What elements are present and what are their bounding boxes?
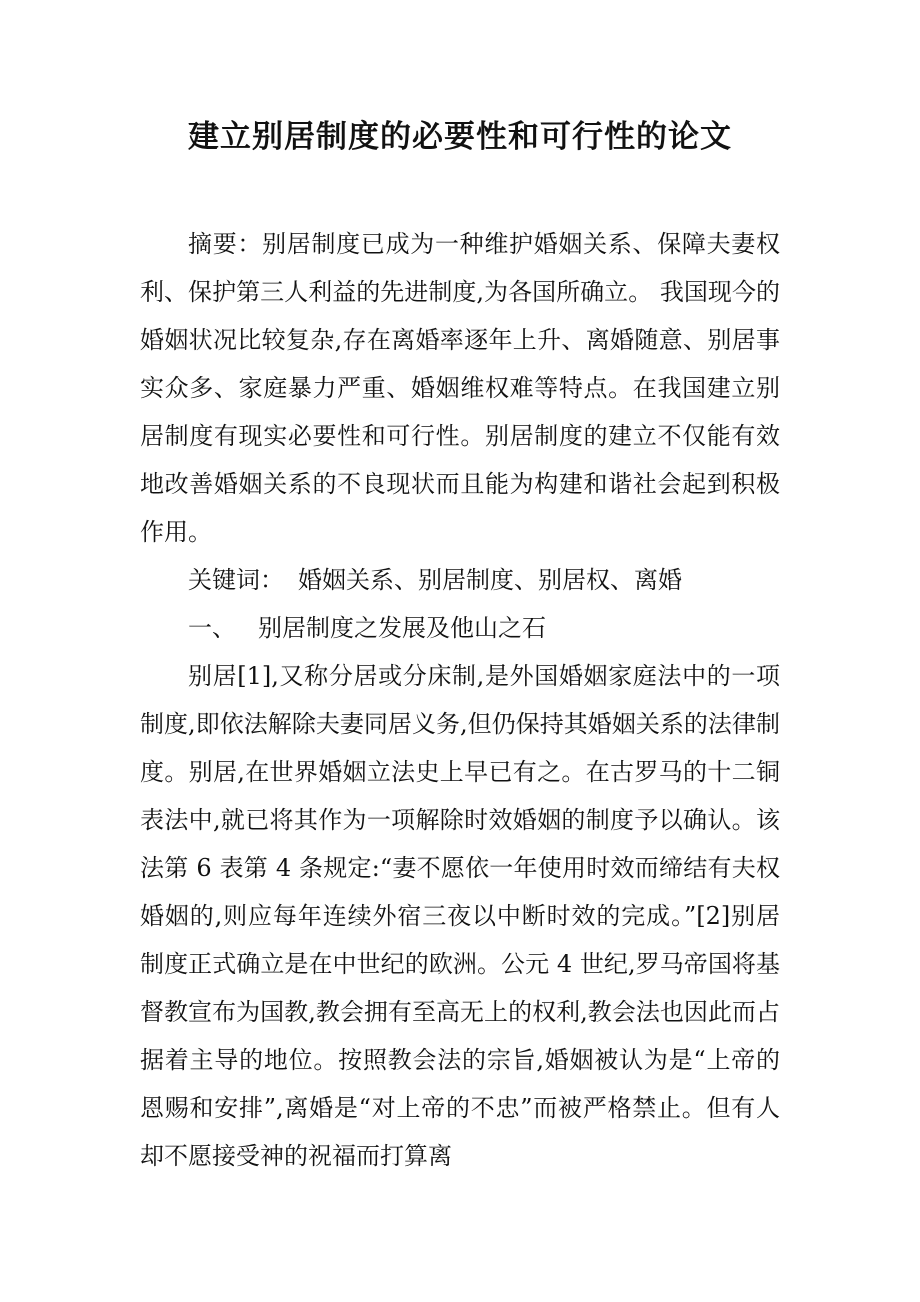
keywords-text: 婚姻关系、别居制度、别居权、离婚 bbox=[298, 566, 682, 594]
body-paragraph: 别居[1],又称分居或分床制,是外国婚姻家庭法中的一项制度,即依法解除夫妻同居义务,但仍保持其婚姻关系的法律制度。别居,在世界婚姻立法史上早已有之。在古罗马的十二铜表法中,就已将其作为一项解除时效婚姻的制度予以确认。该法第 6 表第 4 条规定:“妻不愿依一年使用时效而缔结有夫权婚姻的,则应每年连续外宿三夜以中断时效的完成。”[2]别居制度正式确立是在中世纪的欧洲。公元 4 世纪,罗马帝国将基督教宣布为国教,教会拥有至高无上的权利,教会法也因此而占据着主导的地位。按照教会法的宗旨,婚姻被认为是“上帝的恩赐和安排”,离婚是“对上帝的不忠”而被严格禁止。但有人却不愿接受神的祝福而打算离 bbox=[140, 662, 780, 1170]
section-heading bbox=[140, 604, 780, 652]
keywords-label: 关键词： bbox=[188, 566, 284, 594]
section-title: 别居制度之发展及他山之石 bbox=[258, 614, 546, 642]
keywords-line bbox=[140, 556, 780, 604]
abstract-paragraph: 摘要：别居制度已成为一种维护婚姻关系、保障夫妻权利、保护第三人利益的先进制度,为各国所确立。 我国现今的婚姻状况比较复杂,存在离婚率逐年上升、离婚随意、别居事实众多、家庭暴力严重、婚姻维权难等特点。在我国建立别居制度有现实必要性和可行性。别居制度的建立不仅能有效地改善婚姻关系的不良现状而且能为构建和谐社会起到积极作用。 bbox=[140, 230, 780, 546]
document-title: 建立别居制度的必要性和可行性的论文 bbox=[188, 119, 732, 155]
document-body bbox=[140, 220, 780, 1180]
section-number: 一、 bbox=[188, 614, 236, 642]
